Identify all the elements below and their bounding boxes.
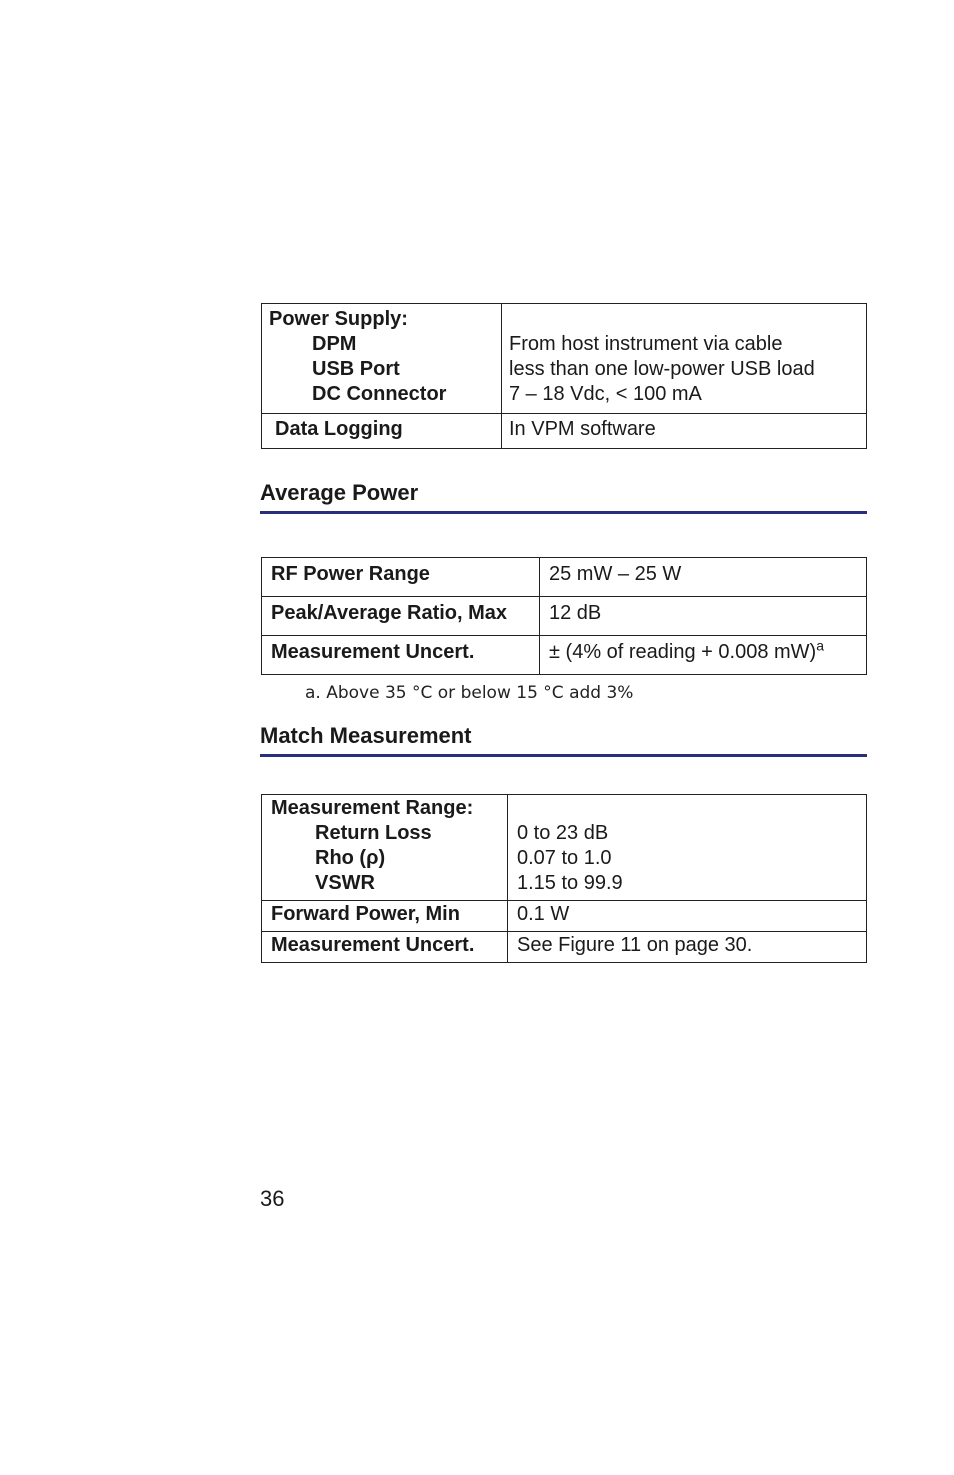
match-uncert-value: See Figure 11 on page 30. <box>508 932 867 963</box>
match-uncert-label: Measurement Uncert. <box>262 932 508 963</box>
dpm-value: From host instrument via cable <box>509 333 783 355</box>
usb-port-label: USB Port <box>312 358 400 380</box>
data-logging-value: In VPM software <box>502 414 867 449</box>
power-supply-value-cell <box>502 304 867 414</box>
dpm-label: DPM <box>312 333 357 355</box>
match-measurement-heading: Match Measurement <box>260 722 867 757</box>
table-row <box>262 597 867 636</box>
measurement-range-label: Measurement Range: <box>271 797 474 819</box>
rf-power-range-label: RF Power Range <box>262 558 540 597</box>
footnote-ref: a <box>816 637 825 654</box>
table-row <box>262 636 867 675</box>
power-supply-table <box>261 303 867 449</box>
table-row <box>262 558 867 597</box>
measurement-uncert-value: ± (4% of reading + 0.008 mW) <box>549 641 817 663</box>
table-row <box>262 932 867 963</box>
power-supply-label-cell <box>262 304 502 414</box>
return-loss-value: 0 to 23 dB <box>517 822 609 844</box>
average-power-heading: Average Power <box>260 479 867 514</box>
vswr-value: 1.15 to 99.9 <box>517 872 623 894</box>
measurement-uncert-label: Measurement Uncert. <box>262 636 540 675</box>
measurement-uncert-value-cell <box>540 636 867 675</box>
dc-connector-value: 7 – 18 Vdc, < 100 mA <box>509 383 702 405</box>
table-row <box>262 901 867 932</box>
rf-power-range-value: 25 mW – 25 W <box>540 558 867 597</box>
peak-average-ratio-value: 12 dB <box>540 597 867 636</box>
dc-connector-label: DC Connector <box>312 383 447 405</box>
average-power-table <box>261 557 867 675</box>
footnote-a: a. Above 35 °C or below 15 °C add 3% <box>305 683 634 703</box>
measurement-range-label-cell <box>262 795 508 901</box>
peak-average-ratio-label: Peak/Average Ratio, Max <box>262 597 540 636</box>
power-supply-label: Power Supply: <box>269 308 408 330</box>
forward-power-label: Forward Power, Min <box>262 901 508 932</box>
rho-value: 0.07 to 1.0 <box>517 847 612 869</box>
measurement-range-value-cell <box>508 795 867 901</box>
usb-port-value: less than one low-power USB load <box>509 358 815 380</box>
return-loss-label: Return Loss <box>315 822 432 844</box>
data-logging-label: Data Logging <box>262 414 502 449</box>
forward-power-value: 0.1 W <box>508 901 867 932</box>
page-number: 36 <box>260 1186 285 1211</box>
rho-label: Rho (ρ) <box>315 847 386 869</box>
match-measurement-table <box>261 794 867 963</box>
vswr-label: VSWR <box>315 872 375 894</box>
